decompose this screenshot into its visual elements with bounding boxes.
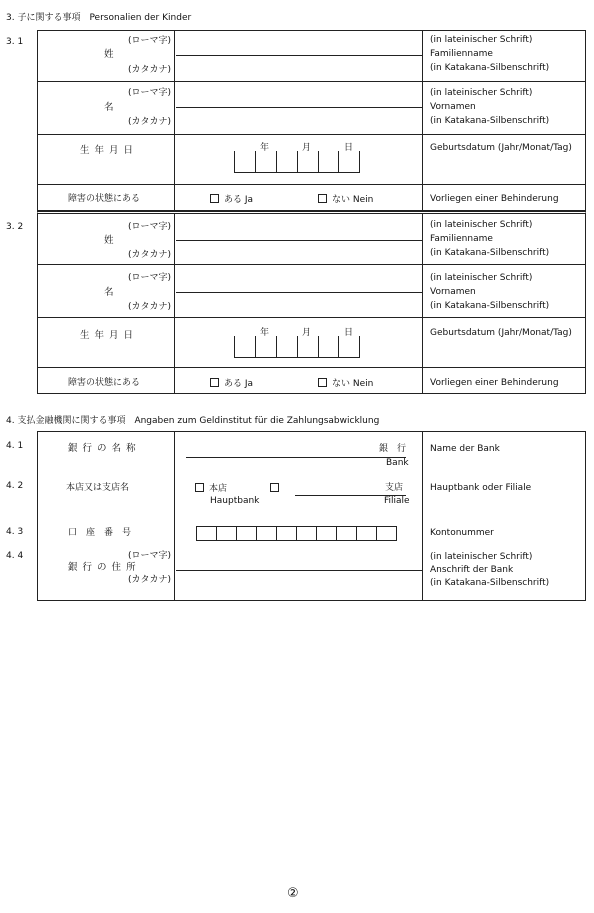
surname-de-2: Familienname [430,234,493,244]
given-de-2: Vornamen [430,287,476,297]
surname-de-3: (in Katakana-Silbenschrift) [430,248,550,258]
disability-no-option[interactable] [318,378,373,390]
account-de: Kontonummer [430,528,494,538]
surname-de-1: (in lateinischer Schrift) [430,35,533,45]
disability-yes-label: ある Ja [224,195,254,205]
child-2-table [37,211,586,394]
bank-name-de: Name der Bank [430,444,500,454]
disability-yes-option[interactable] [210,194,253,206]
surname-romaji-label: (ローマ字) [128,36,172,46]
branch-option[interactable] [270,483,284,495]
given-de-2: Vornamen [430,102,476,112]
disability-no-label: ない Nein [332,195,374,205]
surname-de-3: (in Katakana-Silbenschrift) [430,63,550,73]
birth-de: Geburtsdatum (Jahr/Monat/Tag) [430,143,572,153]
surname-de-1: (in lateinischer Schrift) [430,220,533,230]
digit-box[interactable] [357,527,377,540]
disability-label: 障害の状態にある [68,378,141,388]
given-katakana-label: (カタカナ) [128,302,172,312]
given-label: 名 [104,102,115,113]
checkbox-icon[interactable] [210,378,219,387]
bank-suffix-de: Bank [386,458,409,468]
disability-label: 障害の状態にある [68,194,141,204]
surname-label: 姓 [104,235,115,246]
disability-no-label: ない Nein [332,379,374,389]
surname-de-2: Familienname [430,49,493,59]
disability-no-option[interactable] [318,194,373,206]
birth-month-label: 月 [302,143,312,153]
digit-box[interactable] [257,527,277,540]
page-number: ② [287,886,299,901]
branch-number: 4. 2 [6,481,24,491]
surname-katakana-label: (カタカナ) [128,65,172,75]
digit-box[interactable] [217,527,237,540]
digit-box[interactable] [317,527,337,540]
checkbox-icon[interactable] [210,194,219,203]
bank-name-label: 銀 行 の 名 称 [68,443,137,454]
bank-name-number: 4. 1 [6,441,24,451]
branch-de: Filiale [384,496,410,506]
given-de-3: (in Katakana-Silbenschrift) [430,116,550,126]
digit-box[interactable] [337,527,357,540]
disability-de: Vorliegen einer Behinderung [430,194,559,204]
birth-day-label: 日 [344,328,354,338]
section-4-title: 4. 支払金融機関に関する事項 Angaben zum Geldinstitut für die Zahlungsabwicklung [6,416,380,426]
birth-label: 生 年 月 日 [80,145,135,156]
birth-year-label: 年 [260,328,270,338]
disability-yes-label: ある Ja [224,379,254,389]
section-3-title: 3. 子に関する事項 Personalien der Kinder [6,13,192,23]
digit-box[interactable] [197,527,217,540]
birth-label: 生 年 月 日 [80,330,135,341]
given-romaji-label: (ローマ字) [128,273,172,283]
address-input-line[interactable] [176,570,422,571]
given-input-line[interactable] [176,107,422,108]
address-number: 4. 4 [6,551,24,561]
checkbox-icon[interactable] [318,378,327,387]
birth-de: Geburtsdatum (Jahr/Monat/Tag) [430,328,572,338]
address-de-2: Anschrift der Bank [430,565,514,575]
account-number-boxes[interactable] [196,526,397,541]
digit-box[interactable] [377,527,396,540]
digit-box[interactable] [237,527,257,540]
surname-input-line[interactable] [176,55,422,56]
birth-year-label: 年 [260,143,270,153]
checkbox-icon[interactable] [270,483,279,492]
head-office-de: Hauptbank [210,496,260,506]
digit-box[interactable] [297,527,317,540]
bank-name-input-line[interactable] [186,457,406,458]
address-romaji-label: (ローマ字) [128,551,172,561]
surname-label: 姓 [104,49,115,60]
birth-day-label: 日 [344,143,354,153]
account-label: 口 座 番 号 [68,528,132,538]
surname-input-line[interactable] [176,240,422,241]
child-1-number: 3. 1 [6,37,24,47]
address-label: 銀 行 の 住 所 [68,562,137,573]
head-office-option[interactable] [195,483,227,495]
branch-de-label: Hauptbank oder Filiale [430,483,532,493]
digit-box[interactable] [277,527,297,540]
checkbox-icon[interactable] [195,483,204,492]
head-office-jp: 本店 [209,484,228,494]
given-katakana-label: (カタカナ) [128,117,172,127]
given-de-1: (in lateinischer Schrift) [430,88,533,98]
disability-de: Vorliegen einer Behinderung [430,378,559,388]
given-romaji-label: (ローマ字) [128,88,172,98]
bank-suffix-jp: 銀 行 [379,444,407,454]
surname-katakana-label: (カタカナ) [128,250,172,260]
birth-month-label: 月 [302,328,312,338]
child-1-table [37,30,586,211]
branch-jp: 支店 [385,483,404,493]
surname-romaji-label: (ローマ字) [128,222,172,232]
disability-yes-option[interactable] [210,378,253,390]
given-label: 名 [104,287,115,298]
child-2-number: 3. 2 [6,222,24,232]
bank-table [37,431,586,601]
address-de-3: (in Katakana-Silbenschrift) [430,578,550,588]
given-input-line[interactable] [176,292,422,293]
address-katakana-label: (カタカナ) [128,575,172,585]
branch-label: 本店又は支店名 [66,483,130,493]
account-number-number: 4. 3 [6,527,24,537]
checkbox-icon[interactable] [318,194,327,203]
given-de-1: (in lateinischer Schrift) [430,273,533,283]
address-de-1: (in lateinischer Schrift) [430,552,533,562]
given-de-3: (in Katakana-Silbenschrift) [430,301,550,311]
